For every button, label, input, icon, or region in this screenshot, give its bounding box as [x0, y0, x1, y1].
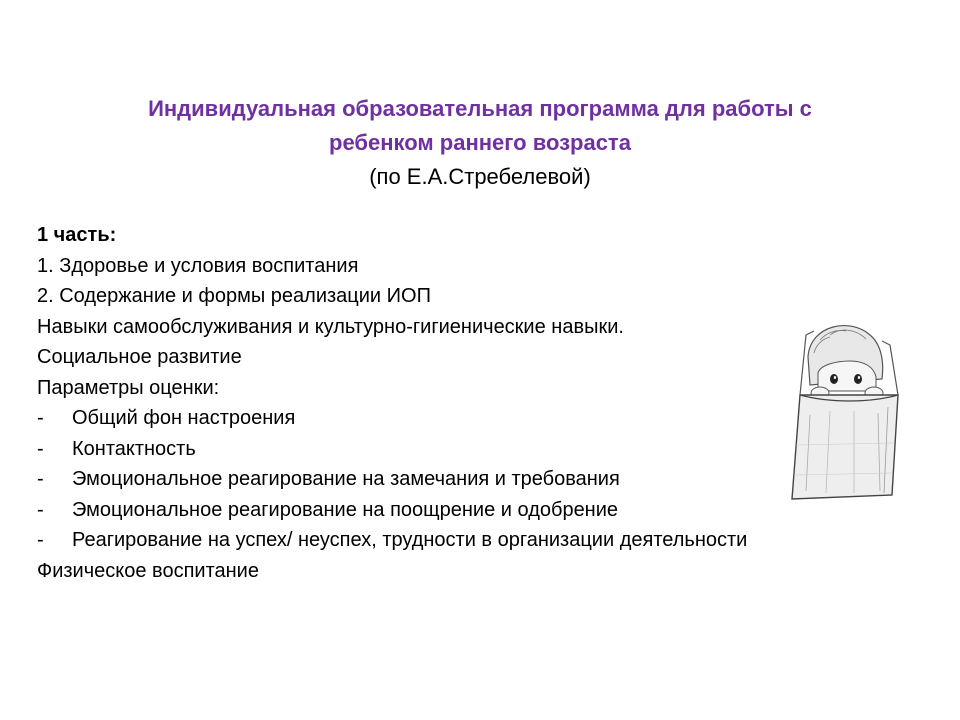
dash-item-text: Эмоциональное реагирование на поощрение и одобрение [72, 498, 619, 521]
dash-item-text: Контактность [72, 437, 196, 460]
dash-item-text: Общий фон настроения [72, 407, 296, 429]
title-line-2: ребенком раннего возраста [329, 130, 631, 155]
dash-marker: - [37, 407, 44, 429]
dash-marker: - [37, 498, 44, 521]
section-heading: 1 часть: [37, 224, 117, 246]
final-item: Физическое воспитание [37, 559, 259, 582]
dash-list-item [37, 525, 917, 556]
dash-marker: - [37, 437, 44, 460]
title-line-1: Индивидуальная образовательная программа для работы с [148, 96, 812, 121]
dash-item-text: Реагирование на успех/ неуспех, трудности в организации деятельности [72, 529, 748, 551]
numbered-item: 1. Здоровье и условия воспитания [37, 254, 359, 277]
dash-marker: - [37, 529, 44, 551]
subtitle: (по Е.А.Стребелевой) [369, 164, 591, 189]
dash-item-text: Эмоциональное реагирование на замечания и требования [72, 468, 620, 490]
numbered-item: 2. Содержание и формы реализации ИОП [37, 285, 431, 307]
plain-item: Социальное развитие [37, 346, 242, 368]
child-in-bag-illustration [770, 295, 915, 505]
plain-item: Навыки самообслуживания и культурно-гигиенические навыки. [37, 315, 624, 338]
plain-item: Параметры оценки: [37, 376, 220, 399]
dash-marker: - [37, 468, 44, 490]
title-block [60, 92, 900, 194]
